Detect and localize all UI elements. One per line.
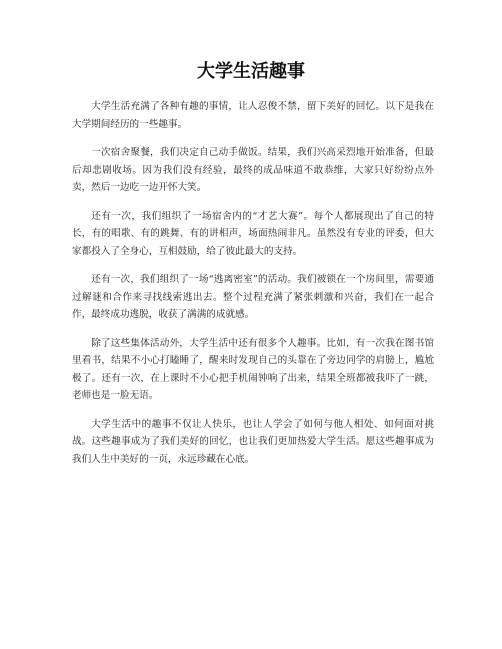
paragraph: 还有一次，我们组织了一场“逃离密室”的活动。我们被锁在一个房间里，需要通过解谜和合作来寻找线索逃出去。整个过程充满了紧张刺激和兴奋，我们在一起合作，最终成功逃脱，收获了满满的成就感。 [72, 274, 434, 320]
document-body [72, 98, 434, 479]
paragraph: 一次宿舍聚餐，我们决定自己动手做饭。结果，我们兴高采烈地开始准备，但最后却悲剧收场。因为我们没有经验，最终的成品味道不敢恭维，大家只好纷纷点外卖，然后一边吃一边开怀大笑。 [72, 147, 434, 193]
paragraph: 除了这些集体活动外，大学生活中还有很多个人趣事。比如，有一次我在图书馆里看书，结果不小心打瞌睡了，醒来时发现自己的头靠在了旁边同学的肩膀上，尴尬极了。还有一次，在上课时不小心把手机闹钟响了出来，结果全班都被我吓了一跳，老师也是一脸无语。 [72, 337, 434, 401]
paragraph: 还有一次，我们组织了一场宿舍内的“才艺大赛”。每个人都展现出了自己的特长，有的唱歌、有的跳舞、有的讲相声，场面热闹非凡。虽然没有专业的评委，但大家都投入了全身心，互相鼓励，给了彼此最大的支持。 [72, 210, 434, 257]
document-title: 大学生活趣事 [197, 61, 305, 82]
paragraph: 大学生活中的趣事不仅让人快乐，也让人学会了如何与他人相处、如何面对挑战。这些趣事成为了我们美好的回忆，也让我们更加热爱大学生活。愿这些趣事成为我们人生中美好的一页，永远珍藏在心底。 [72, 418, 434, 465]
paragraph: 大学生活充满了各种有趣的事情，让人忍俊不禁，留下美好的回忆。以下是我在大学期间经历的一些趣事。 [72, 101, 434, 130]
